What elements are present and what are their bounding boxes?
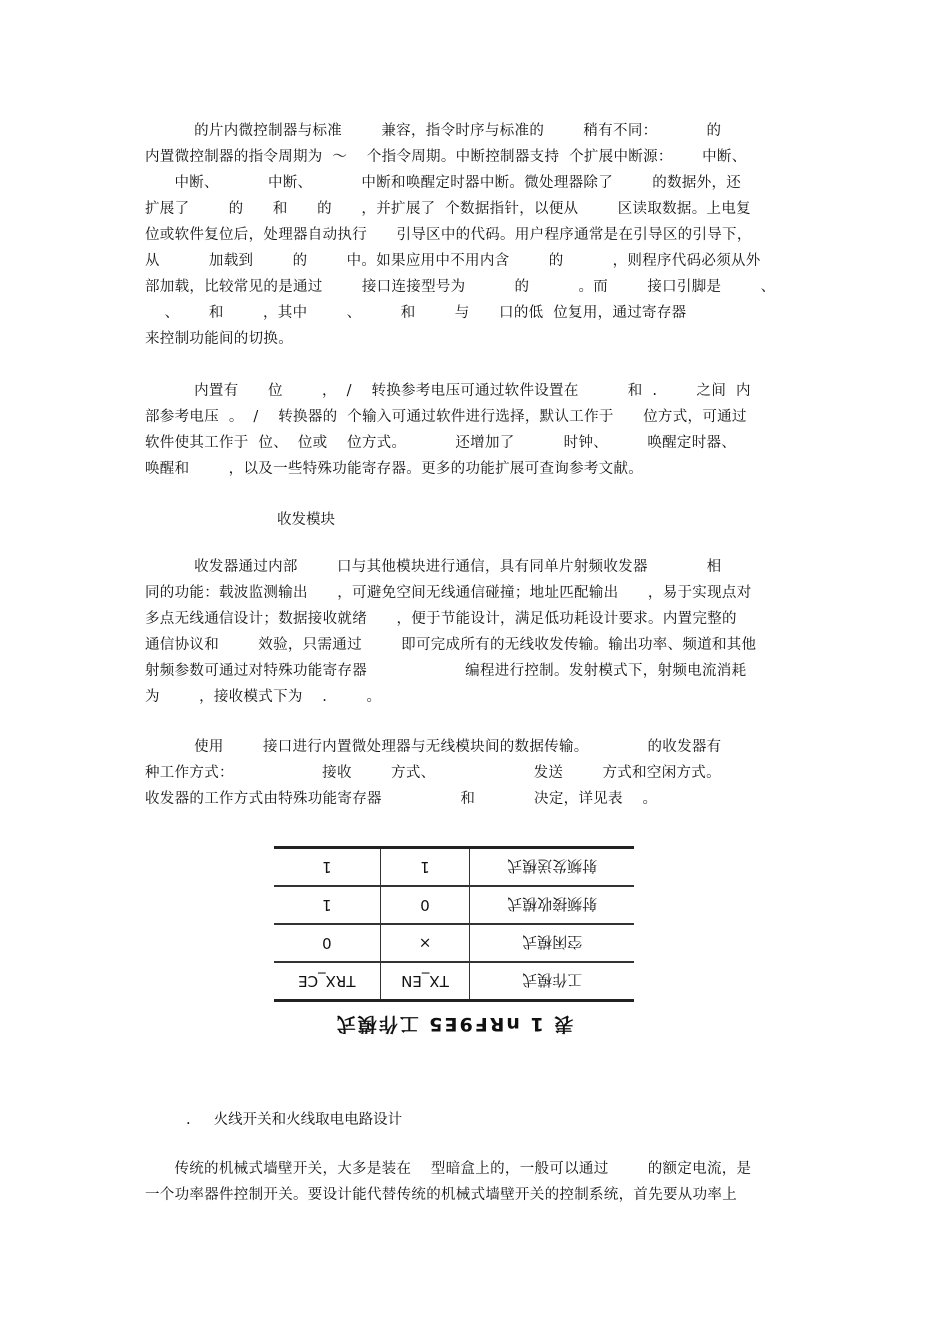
table-row	[274, 886, 634, 924]
table-cell: ×	[380, 924, 470, 962]
paragraph-1-line: 扩展了 的 和 的 ，并扩展了 个数据指针，以便从 区读取数据。上电复	[145, 201, 751, 217]
paragraph-1-line: 内置微控制器的指令周期为 ～ 个指令周期。中断控制器支持 个扩展中断源： 中断、	[145, 149, 747, 165]
paragraph-5-line: 传统的机械式墙壁开关，大多是装在 型暗盒上的，一般可以通过 的额定电流，是	[145, 1161, 752, 1177]
paragraph-1-line: 、 和 ，其中 、 和 与 口的低 位复用，通过寄存器	[145, 305, 687, 321]
table-header-cell: 工作模式	[470, 962, 634, 1001]
paragraph-4-line: 收发器的工作方式由特殊功能寄存器 和 决定，详见表 。	[145, 791, 658, 807]
table-cell: 空闲模式	[470, 924, 634, 962]
table-cell: 0	[380, 886, 470, 924]
table-cell: 射频接收模式	[470, 886, 634, 924]
mode-table	[274, 846, 634, 1002]
paragraph-2-line: 唤醒和 ，以及一些特殊功能寄存器。更多的功能扩展可查询参考文献。	[145, 461, 644, 477]
paragraph-3-line: 为 ，接收模式下为 . 。	[145, 689, 382, 705]
paragraph-3-line: 射频参数可通过对特殊功能寄存器 编程进行控制。发射模式下，射频电流消耗	[145, 663, 747, 679]
paragraph-1-line: 位或软件复位后，处理器自动执行 引导区中的代码。用户程序通常是在引导区的引导下，	[145, 227, 752, 243]
paragraph-5-line: 一个功率器件控制开关。要设计能代替传统的机械式墙壁开关的控制系统，首先要从功率上	[145, 1187, 737, 1203]
table-cell: 1	[380, 848, 470, 887]
section-heading-switch-design: . 火线开关和火线取电电路设计	[186, 1112, 403, 1128]
paragraph-2-line: 软件使其工作于 位、 位或 位方式。 还增加了 时钟、 唤醒定时器、	[145, 435, 737, 451]
table-row	[274, 924, 634, 962]
paragraph-1-line: 部加载，比较常见的是通过 接口连接型号为 的 。而 接口引脚是 、	[145, 279, 776, 295]
paragraph-3-line: 多点无线通信设计；数据接收就绪 ，便于节能设计，满足低功耗设计要求。内置完整的	[145, 611, 737, 627]
paragraph-2-line: 内置有 位 ， / 转换参考电压可通过软件设置在 和 . 之间 内	[145, 383, 751, 399]
paragraph-1-line: 从 加载到 的 中。如果应用中不用内含 的 ，则程序代码必须从外	[145, 253, 761, 269]
mode-table-figure	[274, 846, 634, 991]
paragraph-1-line: 来控制功能间的切换。	[145, 331, 293, 347]
paragraph-3-line: 通信协议和 效验，只需通过 即可完成所有的无线收发传输。输出功率、频道和其他	[145, 637, 757, 653]
paragraph-1-line: 的片内微控制器与标准 兼容，指令时序与标准的 稍有不同： 的	[145, 123, 722, 139]
paragraph-4-line: 使用 接口进行内置微处理器与无线模块间的数据传输。 的收发器有	[145, 739, 722, 755]
paragraph-3-line: 收发器通过内部 口与其他模块进行通信，具有同单片射频收发器 相	[145, 559, 722, 575]
table-header-cell: TX_EN	[380, 962, 470, 1001]
paragraph-2-line: 部参考电压 。 / 转换器的 个输入可通过软件进行选择，默认工作于 位方式，可通过	[145, 409, 747, 425]
table-cell: 射频发送模式	[470, 848, 634, 887]
paragraph-3-line: 同的功能：载波监测输出 ，可避免空间无线通信碰撞；地址匹配输出 ，易于实现点对	[145, 585, 752, 601]
section-heading-transceiver: 收发模块	[277, 512, 335, 528]
paragraph-1-line: 中断、 中断、 中断和唤醒定时器中断。微处理器除了 的数据外，还	[145, 175, 742, 191]
table-row	[274, 848, 634, 887]
table-cell: 0	[274, 924, 380, 962]
table-header-row	[274, 962, 634, 1001]
table-cell: 1	[274, 848, 380, 887]
paragraph-4-line: 种工作方式： 接收 方式、 发送 方式和空闲方式。	[145, 765, 721, 781]
table-cell: 1	[274, 886, 380, 924]
table-caption: 表 1 nRF9E5 工作模式	[334, 1013, 574, 1035]
table-header-cell: TRX_CE	[274, 962, 380, 1001]
